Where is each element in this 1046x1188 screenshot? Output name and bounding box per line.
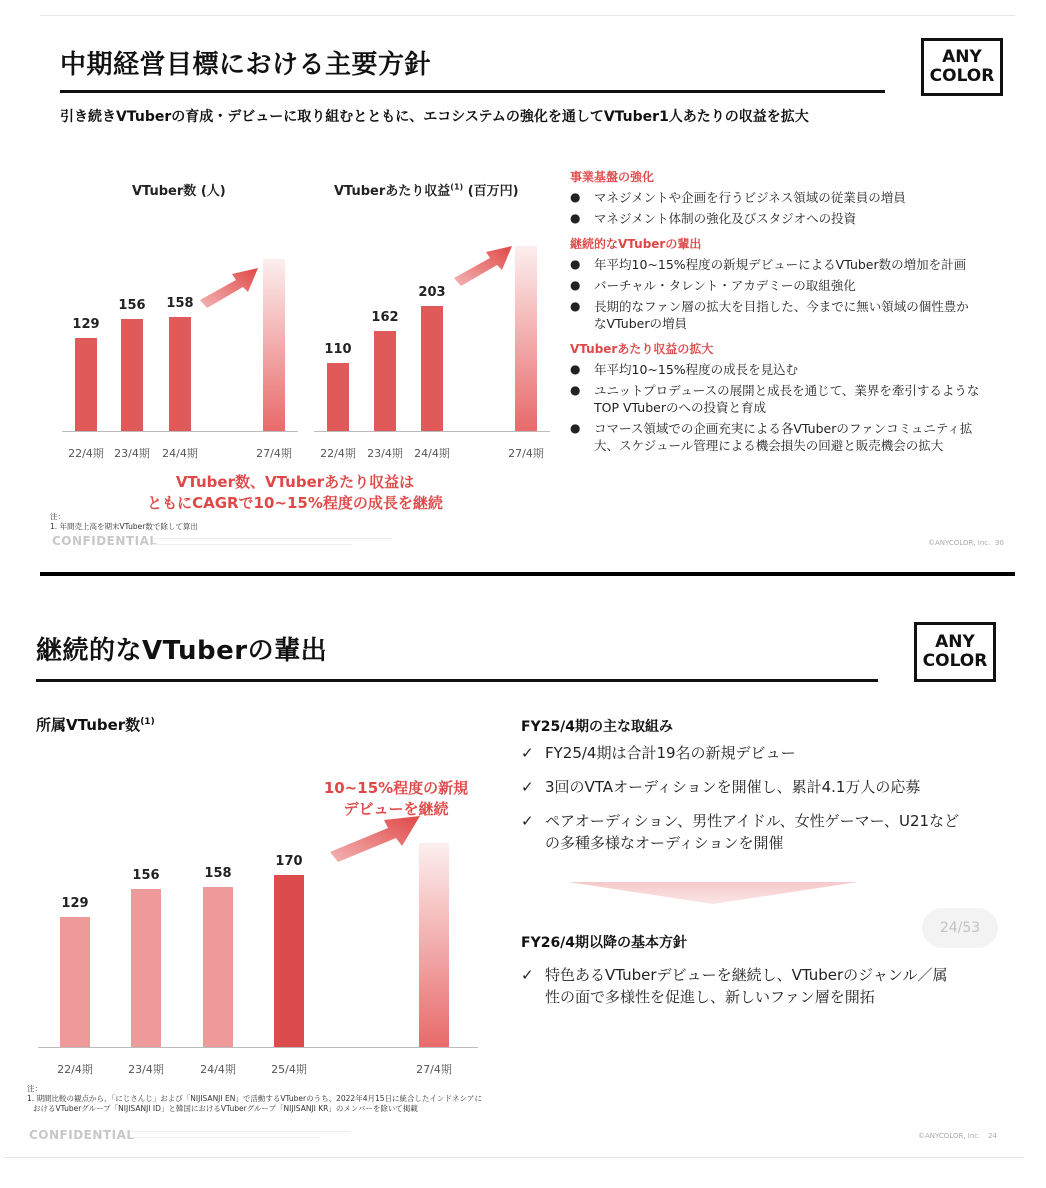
footnote-ref: (1)	[140, 717, 155, 727]
slide-1-title: 中期経営目標における主要方針	[60, 50, 432, 80]
chart-x-tick-label: 22/4期	[57, 1063, 93, 1076]
chart-value-label: 158	[204, 866, 232, 882]
chart-bar-projection	[419, 843, 449, 1047]
chart-x-tick-label: 25/4期	[271, 1063, 307, 1076]
footnote-ref: (1)	[450, 182, 464, 192]
chart-baseline	[38, 1047, 478, 1048]
note-head: 注：	[50, 512, 65, 521]
note-1: 1. 期間比較の観点から、「にじさんじ」および「NIJISANJI EN」で活動するVTuberのうち、2022年4月15日に統合したインドネシアにおけるVTuberグループ「NIJISANJI ID」と韓国におけるVTuberグループ「NIJISANJI KR」のメンバーを除いて掲載	[27, 1094, 482, 1113]
bullet-dot-icon: ●	[570, 257, 581, 271]
note-1: 1. 年間売上高を期末VTuber数で除して算出	[50, 522, 198, 531]
bullet-dot-icon: ●	[570, 421, 581, 435]
anycolor-logo	[921, 38, 1003, 96]
bullet-item	[570, 361, 980, 378]
section-bullets	[570, 256, 980, 332]
growth-arrow-icon	[452, 240, 516, 290]
chart-value-label: 162	[371, 310, 399, 326]
bullet-text: 年平均10~15%程度の成長を見込む	[594, 362, 799, 377]
new-debut-callout-line-1: 10~15%程度の新規	[323, 779, 469, 797]
section-bullets	[570, 361, 980, 454]
slide-divider	[40, 572, 1015, 576]
bullet-item	[570, 277, 980, 294]
bullet-text: ユニットプロデュースの展開と成長を通じて、業界を牽引するようなTOP VTuberのへの投資と育成	[594, 383, 980, 415]
chart-value-label: 129	[61, 895, 89, 911]
chart-bar	[327, 363, 349, 431]
bullet-item	[570, 298, 980, 332]
slide-2-company: ©ANYCOLOR, Inc.	[918, 1132, 981, 1140]
section-bullets	[570, 189, 980, 227]
chart-value-label: 156	[132, 868, 160, 884]
chart-bar	[374, 331, 396, 431]
chart-bar	[169, 317, 191, 431]
down-chevron-icon	[568, 882, 858, 904]
bullet-dot-icon: ●	[570, 299, 581, 313]
slide-1-top-line	[40, 15, 1015, 16]
check-icon: ✓	[521, 812, 534, 830]
chart-revenue-title-unit: (百万円)	[463, 184, 519, 199]
chart-x-tick-label: 27/4期	[508, 447, 544, 460]
chart-affiliated-title-main: 所属VTuber数	[36, 716, 141, 734]
fy26-heading: FY26/4期以降の基本方針	[521, 935, 688, 951]
slide-1-subtitle: 引き続きVTuberの育成・デビューに取り組むとともに、エコシステムの強化を通してVTuber1人あたりの収益を拡大	[60, 109, 809, 125]
fy25-heading: FY25/4期の主な取組み	[521, 719, 674, 735]
confidential-fineprint	[130, 1129, 350, 1141]
slide-2-note	[27, 1084, 487, 1114]
policy-sections	[570, 168, 980, 458]
chart-x-tick-label: 27/4期	[416, 1063, 452, 1076]
chart-vtuber-count-title: VTuber数 (人)	[132, 184, 226, 199]
bullet-dot-icon: ●	[570, 190, 581, 204]
bullet-text: 長期的なファン層の拡大を目指した、今までに無い領域の個性豊かなVTuberの増員	[594, 299, 969, 331]
chart-x-tick-label: 24/4期	[200, 1063, 236, 1076]
slide-1-title-rule	[60, 90, 885, 93]
chart-bar-projection	[263, 259, 285, 431]
confidential-label: CONFIDENTIAL	[52, 534, 158, 548]
chart-baseline	[62, 431, 298, 432]
slide-1-page-number: 30	[995, 539, 1004, 547]
chart-x-tick-label: 22/4期	[68, 447, 104, 460]
chart-bar-projection	[515, 246, 537, 431]
anycolor-logo	[914, 622, 996, 682]
chart-revenue-per-vtuber-title	[334, 180, 519, 199]
bottom-line	[4, 1157, 1024, 1158]
section-heading: 事業基盤の強化	[570, 170, 655, 184]
check-text: FY25/4期は合計19名の新規デビュー	[545, 744, 796, 762]
chart-bar	[421, 306, 443, 431]
check-item	[521, 776, 961, 798]
bullet-text: マネジメント体制の強化及びスタジオへの投資	[594, 211, 857, 226]
chart-x-tick-label: 27/4期	[256, 447, 292, 460]
check-icon: ✓	[521, 966, 534, 984]
bullet-item	[570, 420, 980, 454]
chart-bar	[121, 319, 143, 431]
chart-x-tick-label: 23/4期	[114, 447, 150, 460]
chart-value-label: 156	[118, 297, 146, 313]
section-heading: VTuberあたり収益の拡大	[570, 342, 714, 356]
check-text: 特色あるVTuberデビューを継続し、VTuberのジャンル／属性の面で多様性を促進し、新しいファン層を開拓	[545, 966, 948, 1006]
check-icon: ✓	[521, 778, 534, 796]
chart-bar	[75, 338, 97, 431]
chart-x-tick-label: 24/4期	[162, 447, 198, 460]
bullet-item	[570, 210, 980, 227]
slide-2-title: 継続的なVTuberの輩出	[36, 636, 328, 666]
bullet-dot-icon: ●	[570, 211, 581, 225]
chart-value-label: 110	[324, 342, 352, 358]
growth-arrow-icon	[328, 808, 424, 864]
page-indicator[interactable]: 24/53	[922, 908, 998, 948]
logo-line-2: COLOR	[929, 66, 995, 86]
growth-callout-line-2: ともにCAGRで10~15%程度の成長を継続	[147, 494, 443, 512]
bullet-text: コマース領域での企画充実による各VTuberのファンコミュニティ拡大、スケジュール管理による機会損失の回避と販売機会の拡大	[594, 421, 973, 453]
logo-line-1: ANY	[935, 632, 975, 652]
bullet-dot-icon: ●	[570, 278, 581, 292]
chart-value-label: 158	[166, 296, 194, 312]
chart-revenue-title-main: VTuberあたり収益	[334, 184, 451, 199]
slide-2-title-rule	[36, 679, 878, 682]
section-heading: 継続的なVTuberの輩出	[570, 237, 702, 251]
chart-baseline	[314, 431, 550, 432]
bullet-text: バーチャル・タレント・アカデミーの取組強化	[594, 278, 856, 293]
chart-value-label: 170	[275, 854, 303, 870]
bullet-item	[570, 189, 980, 206]
chart-affiliated-vtubers-title	[36, 714, 155, 735]
new-debut-callout-line-2: デビューを継続	[343, 800, 449, 818]
slide-2-page-number: 24	[988, 1132, 997, 1140]
check-icon: ✓	[521, 744, 534, 762]
check-item	[521, 810, 961, 854]
chart-bar	[274, 875, 304, 1047]
note-head: 注：	[27, 1084, 42, 1093]
growth-callout-line-1: VTuber数、VTuberあたり収益は	[175, 473, 415, 491]
check-item	[521, 742, 961, 764]
chart-bar	[60, 917, 90, 1047]
bullet-text: 年平均10~15%程度の新規デビューによるVTuber数の増加を計画	[594, 257, 967, 272]
confidential-fineprint	[152, 536, 392, 548]
chart-x-tick-label: 24/4期	[414, 447, 450, 460]
bullet-dot-icon: ●	[570, 383, 581, 397]
slide-1-company: ©ANYCOLOR, Inc.	[928, 539, 991, 547]
slide-1-note	[50, 512, 198, 532]
chart-value-label: 203	[418, 285, 446, 301]
confidential-label: CONFIDENTIAL	[29, 1128, 135, 1142]
bullet-item	[570, 256, 980, 273]
chart-value-label: 129	[72, 317, 100, 333]
logo-line-1: ANY	[942, 47, 982, 67]
fy26-list	[521, 964, 961, 1008]
check-item	[521, 964, 961, 1008]
growth-arrow-icon	[198, 262, 262, 312]
chart-bar	[131, 889, 161, 1047]
chart-x-tick-label: 23/4期	[367, 447, 403, 460]
chart-x-tick-label: 23/4期	[128, 1063, 164, 1076]
chart-x-tick-label: 22/4期	[320, 447, 356, 460]
chart-bar	[203, 887, 233, 1047]
logo-line-2: COLOR	[922, 651, 988, 671]
check-text: ペアオーディション、男性アイドル、女性ゲーマー、U21などの多種多様なオーディションを開催	[545, 812, 960, 852]
fy25-list	[521, 742, 961, 854]
check-text: 3回のVTAオーディションを開催し、累計4.1万人の応募	[545, 778, 921, 796]
bullet-dot-icon: ●	[570, 362, 581, 376]
bullet-text: マネジメントや企画を行うビジネス領域の従業員の増員	[594, 190, 906, 205]
growth-callout	[110, 472, 480, 514]
bullet-item	[570, 382, 980, 416]
